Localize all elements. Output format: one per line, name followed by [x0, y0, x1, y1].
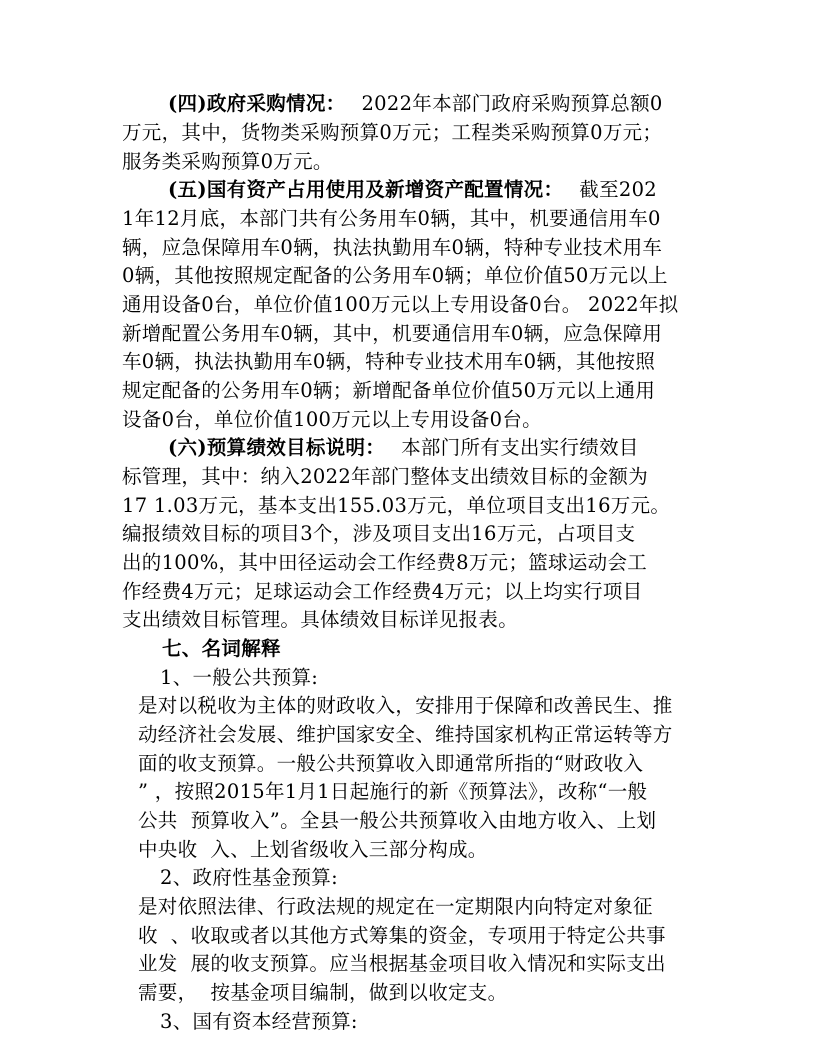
section-6-line-2: 标管理，其中：纳入2022年部门整体支出绩效目标的金额为 [122, 465, 649, 488]
section-5-line-9: 设备0台，单位价值100万元以上专用设备0台。 [122, 408, 542, 431]
section-5-text: 截至202 [579, 178, 657, 201]
section-5-line-7: 车0辆，执法执勤用车0辆，特种专业技术用车0辆，其他按照 [122, 350, 656, 373]
section-5-line-6: 新增配置公务用车0辆，其中，机要通信用车0辆，应急保障用 [122, 322, 663, 345]
term-1-line-2: 动经济社会发展、维护国家安全、维持国家机构正常运转等方 [138, 723, 673, 746]
section-6-line-4: 编报绩效目标的项目3个，涉及项目支出16万元，占项目支 [122, 522, 636, 545]
term-1-line-5: 公共 预算收入”。全县一般公共预算收入由地方收入、上划 [138, 809, 657, 832]
section-6-line-5: 出的100%，其中田径运动会工作经费8万元；篮球运动会工 [122, 551, 648, 574]
term-3-title: 3、国有资本经营预算: [160, 1010, 358, 1033]
section-5-line-8: 规定配备的公务用车0辆；新增配备单位价值50万元以上通用 [122, 379, 656, 402]
term-1-line-1: 是对以税收为主体的财政收入，安排用于保障和改善民生、推 [138, 694, 673, 717]
term-2-line-4: 需要， 按基金项目编制，做到以收定支。 [138, 981, 508, 1004]
section-5-line-2: 1年12月底，本部门共有公务用车0辆，其中，机要通信用车0 [122, 207, 661, 230]
section-6-line-3: 17 1.03万元，基本支出155.03万元，单位项目支出16万元。 [122, 494, 671, 517]
section-4-line-3: 服务类采购预算0万元。 [122, 150, 333, 173]
term-2-title: 2、政府性基金预算: [160, 866, 338, 889]
term-1-line-4: ” ，按照2015年1月1日起施行的新《预算法》，改称“一般 [138, 780, 648, 803]
term-1-title: 1、一般公共预算: [160, 666, 319, 689]
term-2-line-2: 收 、收取或者以其他方式筹集的资金，专项用于特定公共事 [138, 924, 666, 947]
section-5-line-5: 通用设备0台，单位价值100万元以上专用设备0台。 2022年拟 [122, 293, 679, 316]
section-6-line-6: 作经费4万元；足球运动会工作经费4万元；以上均实行项目 [122, 580, 643, 603]
section-6-text: 本部门所有支出实行绩效目 [401, 436, 639, 459]
term-2-line-3: 业发 展的收支预算。应当根据基金项目收入情况和实际支出 [138, 952, 666, 975]
section-5-line-4: 0辆，其他按照规定配备的公务用车0辆；单位价值50万元以上 [122, 264, 668, 287]
section-6-line-7: 支出绩效目标管理。具体绩效目标详见报表。 [122, 608, 519, 631]
term-2-line-1: 是对依照法律、行政法规的规定在一定期限内向特定对象征 [138, 895, 653, 918]
section-4-text: 2022年本部门政府采购预算总额0 [361, 92, 663, 115]
section-4-line-1 [168, 92, 663, 116]
term-1-line-6: 中央收 入、上划省级收入三部分构成。 [138, 838, 488, 861]
section-5-heading: (五)国有资产占用使用及新增资产配置情况： [168, 178, 564, 201]
section-4-heading: (四)政府采购情况： [168, 92, 346, 115]
term-1-line-3: 面的收支预算。一般公共预算收入即通常所指的“财政收入 [138, 752, 644, 775]
section-5-line-3: 辆，应急保障用车0辆，执法执勤用车0辆，特种专业技术用车 [122, 236, 663, 259]
section-7-heading: 七、名词解释 [162, 637, 281, 660]
section-6-heading: (六)预算绩效目标说明： [168, 436, 386, 459]
section-5-line-1 [168, 178, 657, 202]
section-6-line-1 [168, 436, 639, 460]
section-4-line-2: 万元，其中，货物类采购预算0万元；工程类采购预算0万元； [122, 121, 663, 144]
